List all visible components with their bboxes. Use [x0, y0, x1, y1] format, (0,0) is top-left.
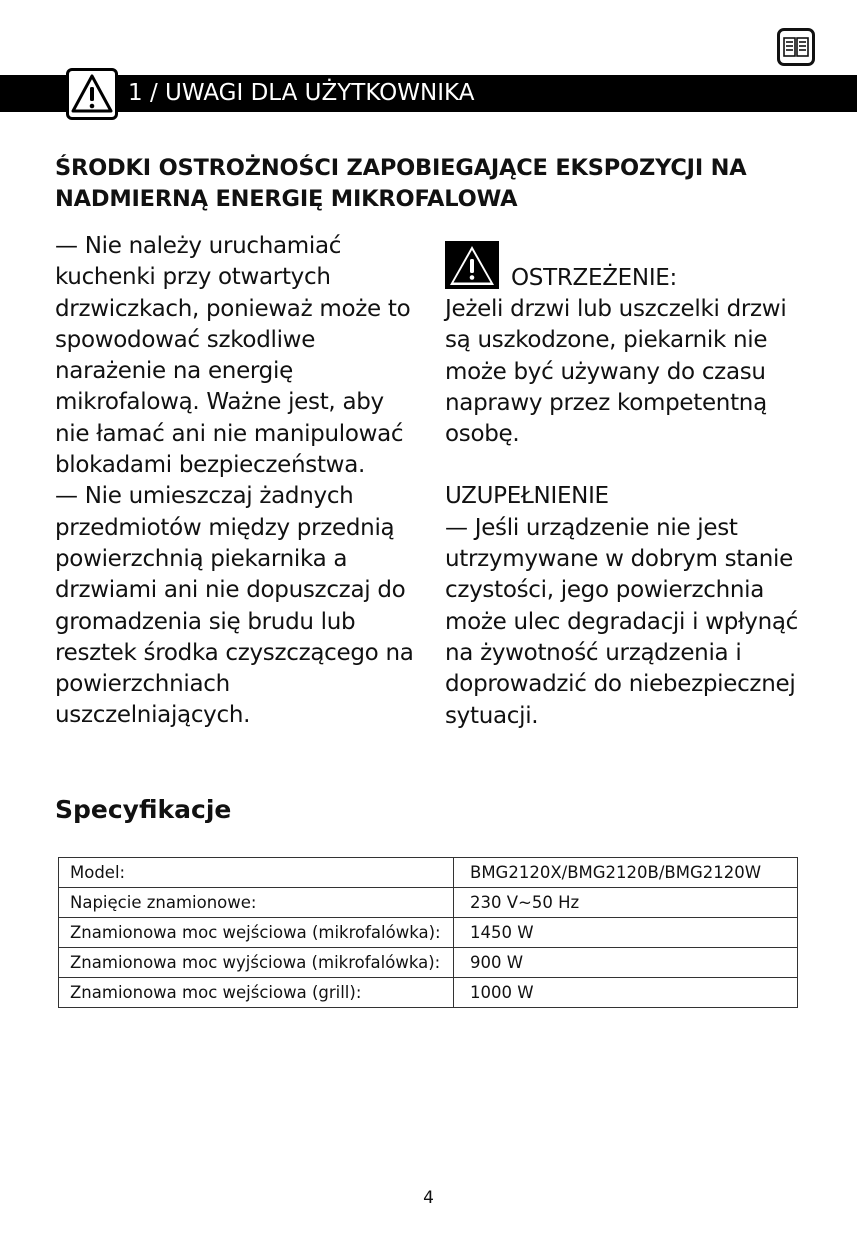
spec-value: 1450 W — [454, 918, 798, 948]
spec-value: 230 V~50 Hz — [454, 888, 798, 918]
warning-label-row — [445, 231, 815, 294]
specifications-title: Specyfikacje — [55, 795, 232, 824]
spec-value: BMG2120X/BMG2120B/BMG2120W — [454, 858, 798, 888]
page-number: 4 — [423, 1188, 434, 1208]
supplement-text: — Jeśli urządzenie nie jest utrzymywane w dobrym stanie czystości, jego powierzchnia może ulec degradacji i wpłynąć na żywotność urządzenia i doprowadzić do niebezpiecznej sytuacji. — [445, 514, 798, 729]
table-row — [59, 978, 798, 1008]
warning-triangle-icon — [66, 68, 118, 120]
warning-text: Jeżeli drzwi lub uszczelki drzwi są uszkodzone, piekarnik nie może być używany do czasu naprawy przez kompetentną osobę. — [445, 296, 787, 448]
supplement-title: UZUPEŁNIENIE — [445, 483, 609, 510]
spec-label: Znamionowa moc wyjściowa (mikrofalówka): — [59, 948, 454, 978]
table-row — [59, 888, 798, 918]
left-column — [55, 231, 420, 732]
heading-line-2: NADMIERNĄ ENERGIĘ MIKROFALOWA — [55, 186, 518, 212]
specifications-table — [58, 857, 798, 1008]
spec-label: Znamionowa moc wejściowa (mikrofalówka): — [59, 918, 454, 948]
table-row — [59, 858, 798, 888]
table-row — [59, 918, 798, 948]
spec-label: Model: — [59, 858, 454, 888]
manual-book-icon — [777, 28, 815, 66]
page-heading — [55, 153, 815, 215]
section-title: 1 / UWAGI DLA UŻYTKOWNIKA — [128, 80, 475, 106]
table-row — [59, 948, 798, 978]
spec-value: 900 W — [454, 948, 798, 978]
precaution-paragraph-1: — Nie należy uruchamiać kuchenki przy otwartych drzwiczkach, ponieważ może to spowodować szkodliwe narażenie na energię mikrofalową. Ważne jest, aby nie łamać ani nie manipulować blokadami bezpieczeństwa. — [55, 233, 411, 479]
right-column — [445, 231, 815, 732]
spec-label: Znamionowa moc wejściowa (grill): — [59, 978, 454, 1008]
warning-label: OSTRZEŻENIE: — [511, 264, 677, 291]
spec-label: Napięcie znamionowe: — [59, 888, 454, 918]
spec-value: 1000 W — [454, 978, 798, 1008]
warning-icon — [445, 241, 499, 289]
precaution-paragraph-2: — Nie umieszczaj żadnych przedmiotów między przednią powierzchnią piekarnika a drzwiami ani nie dopuszczaj do gromadzenia się brudu lub resztek środka czyszczącego na powierzchniach uszczelniających. — [55, 483, 414, 729]
heading-line-1: ŚRODKI OSTROŻNOŚCI ZAPOBIEGAJĄCE EKSPOZYCJI NA — [55, 155, 747, 181]
